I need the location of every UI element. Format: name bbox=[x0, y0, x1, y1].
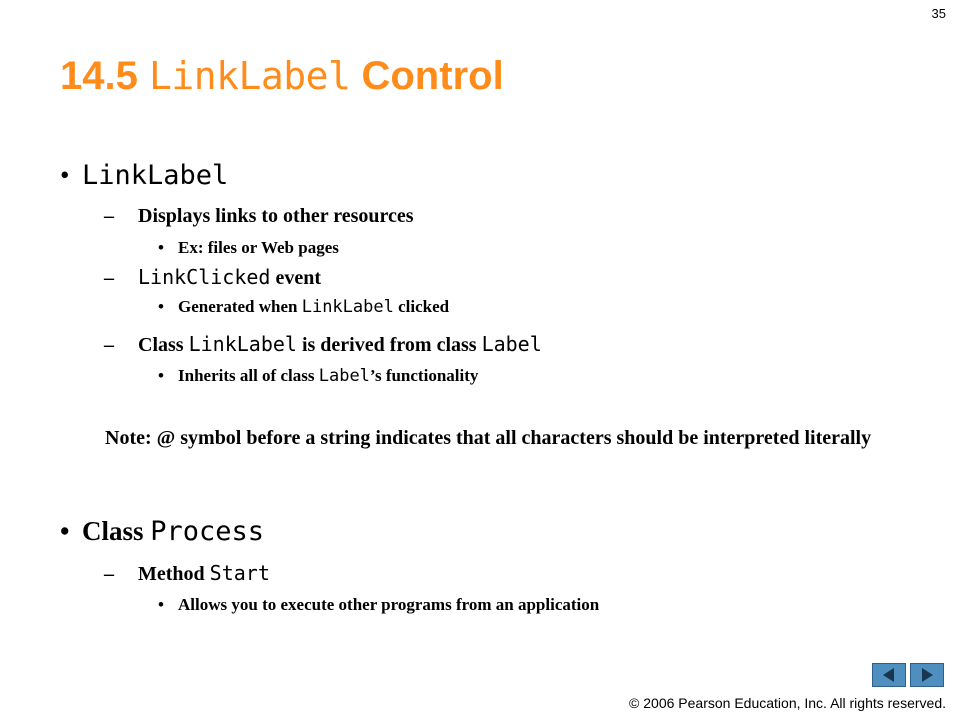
bullet-marker: • bbox=[60, 160, 70, 190]
text-before: Generated when bbox=[178, 297, 302, 316]
linklabel-code: LinkLabel bbox=[301, 297, 394, 317]
dash-marker: – bbox=[104, 563, 114, 585]
sub-bullet-derived bbox=[104, 332, 542, 357]
label-code: Label bbox=[318, 366, 370, 386]
bullet-marker: • bbox=[158, 238, 164, 257]
previous-slide-button[interactable] bbox=[872, 663, 906, 687]
sub-sub-bullet-text: Ex: files or Web pages bbox=[178, 238, 339, 257]
copyright-notice bbox=[629, 695, 946, 711]
sub-sub-bullet-inherits bbox=[158, 366, 478, 386]
bullet-marker: • bbox=[60, 516, 70, 546]
sub-bullet-text: event bbox=[270, 267, 321, 289]
bullet-linklabel bbox=[60, 160, 228, 191]
text-after: clicked bbox=[393, 297, 450, 316]
dash-marker: – bbox=[104, 334, 114, 356]
dash-marker: – bbox=[104, 205, 114, 227]
note-paragraph: Note: @ symbol before a string indicates that all characters should be interpreted literally bbox=[105, 427, 872, 449]
bullet-marker: • bbox=[158, 595, 164, 614]
title-prefix: 14.5 bbox=[60, 54, 149, 98]
text-after: ’s functionality bbox=[369, 366, 479, 385]
sub-sub-bullet-files bbox=[158, 238, 339, 258]
slide-title bbox=[60, 54, 504, 99]
sub-bullet-displays-links bbox=[104, 205, 414, 228]
bullet-marker: • bbox=[158, 297, 164, 316]
sub-bullet-method-start bbox=[104, 561, 270, 586]
process-code: Process bbox=[150, 516, 265, 547]
title-suffix: Control bbox=[350, 54, 504, 98]
bullet-class-process bbox=[60, 516, 264, 547]
start-code: Start bbox=[209, 561, 270, 585]
next-slide-button[interactable] bbox=[910, 663, 944, 687]
dash-marker: – bbox=[104, 267, 114, 289]
text-before: Class bbox=[138, 334, 189, 356]
linklabel-code: LinkLabel bbox=[188, 332, 297, 356]
sub-bullet-text: Method bbox=[138, 563, 210, 585]
bullet-marker: • bbox=[158, 366, 164, 385]
bullet-linklabel-code: LinkLabel bbox=[82, 160, 229, 191]
sub-bullet-text: Displays links to other resources bbox=[138, 205, 414, 227]
title-code: LinkLabel bbox=[148, 54, 351, 98]
triangle-left-icon bbox=[873, 664, 905, 686]
bullet-text: Class bbox=[82, 516, 151, 546]
page-number: 35 bbox=[931, 6, 946, 21]
slide-navigation bbox=[872, 663, 944, 687]
sub-bullet-linkclicked bbox=[104, 265, 321, 290]
copyright-icon: © bbox=[629, 695, 640, 711]
text-middle: is derived from class bbox=[296, 334, 482, 356]
label-code: Label bbox=[481, 332, 542, 356]
sub-sub-bullet-generated bbox=[158, 297, 449, 317]
linkclicked-code: LinkClicked bbox=[138, 265, 271, 289]
copyright-text: 2006 Pearson Education, Inc. All rights reserved. bbox=[639, 695, 946, 711]
triangle-right-icon bbox=[911, 664, 943, 686]
sub-sub-bullet-text: Allows you to execute other programs from an application bbox=[178, 595, 600, 614]
text-before: Inherits all of class bbox=[178, 366, 319, 385]
sub-sub-bullet-execute bbox=[158, 595, 599, 615]
